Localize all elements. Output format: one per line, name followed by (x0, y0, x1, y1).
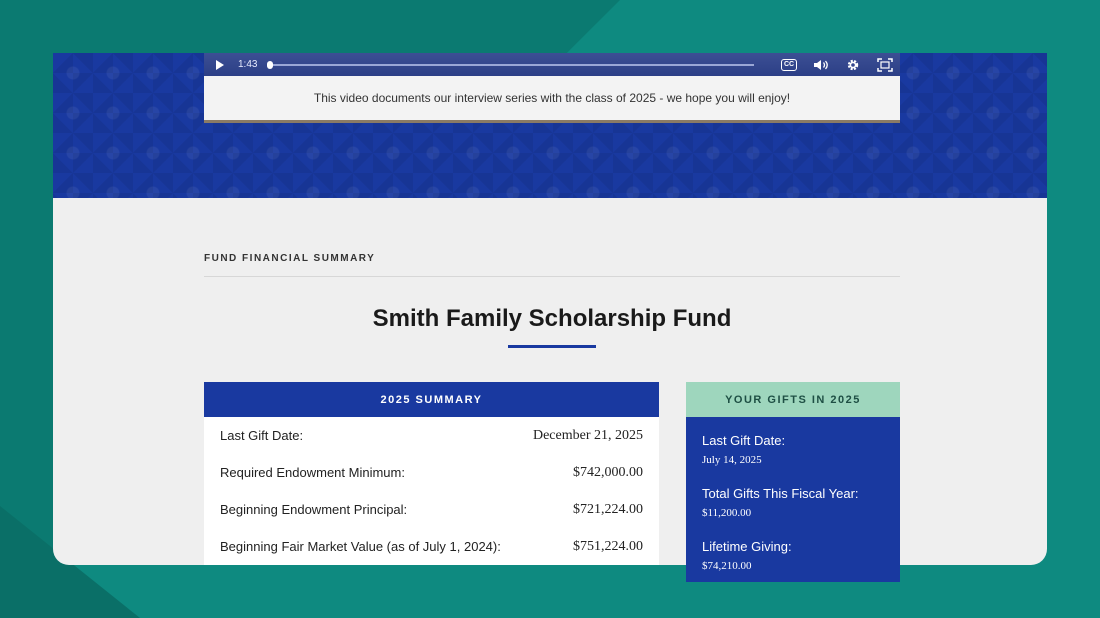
gift-item (686, 539, 900, 572)
summary-row-value: $742,000.00 (573, 464, 643, 480)
gift-label: Lifetime Giving: (702, 539, 792, 554)
summary-row (204, 491, 659, 528)
page-title: Smith Family Scholarship Fund (372, 305, 732, 332)
summary-row-label: Required Endowment Minimum: (220, 465, 405, 480)
gift-value: July 14, 2025 (702, 454, 762, 466)
video-progress-knob[interactable] (267, 61, 273, 69)
main-content (204, 198, 900, 572)
video-controls (204, 53, 900, 76)
summary-row (204, 528, 659, 565)
gift-item (686, 486, 900, 519)
section-label: FUND FINANCIAL SUMMARY (204, 253, 900, 277)
gift-label: Total Gifts This Fiscal Year: (702, 486, 859, 501)
video-time: 1:43 (238, 59, 258, 70)
fullscreen-button[interactable] (876, 57, 894, 73)
captions-icon: CC (781, 59, 797, 71)
browser-window (53, 53, 1047, 572)
gift-item (686, 433, 900, 466)
gifts-card (686, 382, 900, 582)
play-icon[interactable] (216, 60, 224, 70)
fullscreen-icon (877, 58, 893, 72)
summary-row (204, 417, 659, 454)
captions-button[interactable] (780, 57, 798, 73)
video-progress-bar[interactable] (267, 64, 754, 66)
title-underline (508, 345, 596, 348)
summary-row-label: Last Gift Date: (220, 428, 304, 443)
summary-heading: 2025 SUMMARY (204, 382, 659, 417)
gift-value: $74,210.00 (702, 560, 752, 572)
volume-icon (813, 58, 829, 72)
summary-row-value: $751,224.00 (573, 538, 643, 554)
video-player[interactable] (204, 53, 900, 123)
gift-value: $11,200.00 (702, 507, 752, 519)
gift-label: Last Gift Date: (702, 433, 786, 448)
volume-button[interactable] (812, 57, 830, 73)
summary-row-value: $721,224.00 (573, 501, 643, 517)
summary-card (204, 382, 659, 565)
summary-row-value: December 21, 2025 (532, 427, 643, 443)
summary-row-label: Beginning Fair Market Value (as of July 1, 2024): (220, 539, 501, 554)
video-caption: This video documents our interview series with the class of 2025 - we hope you will enjoy! (204, 76, 900, 123)
gifts-heading: YOUR GIFTS IN 2025 (686, 382, 900, 417)
settings-button[interactable] (844, 57, 862, 73)
gear-icon (846, 58, 860, 72)
summary-row (204, 454, 659, 491)
summary-row-label: Beginning Endowment Principal: (220, 502, 408, 517)
